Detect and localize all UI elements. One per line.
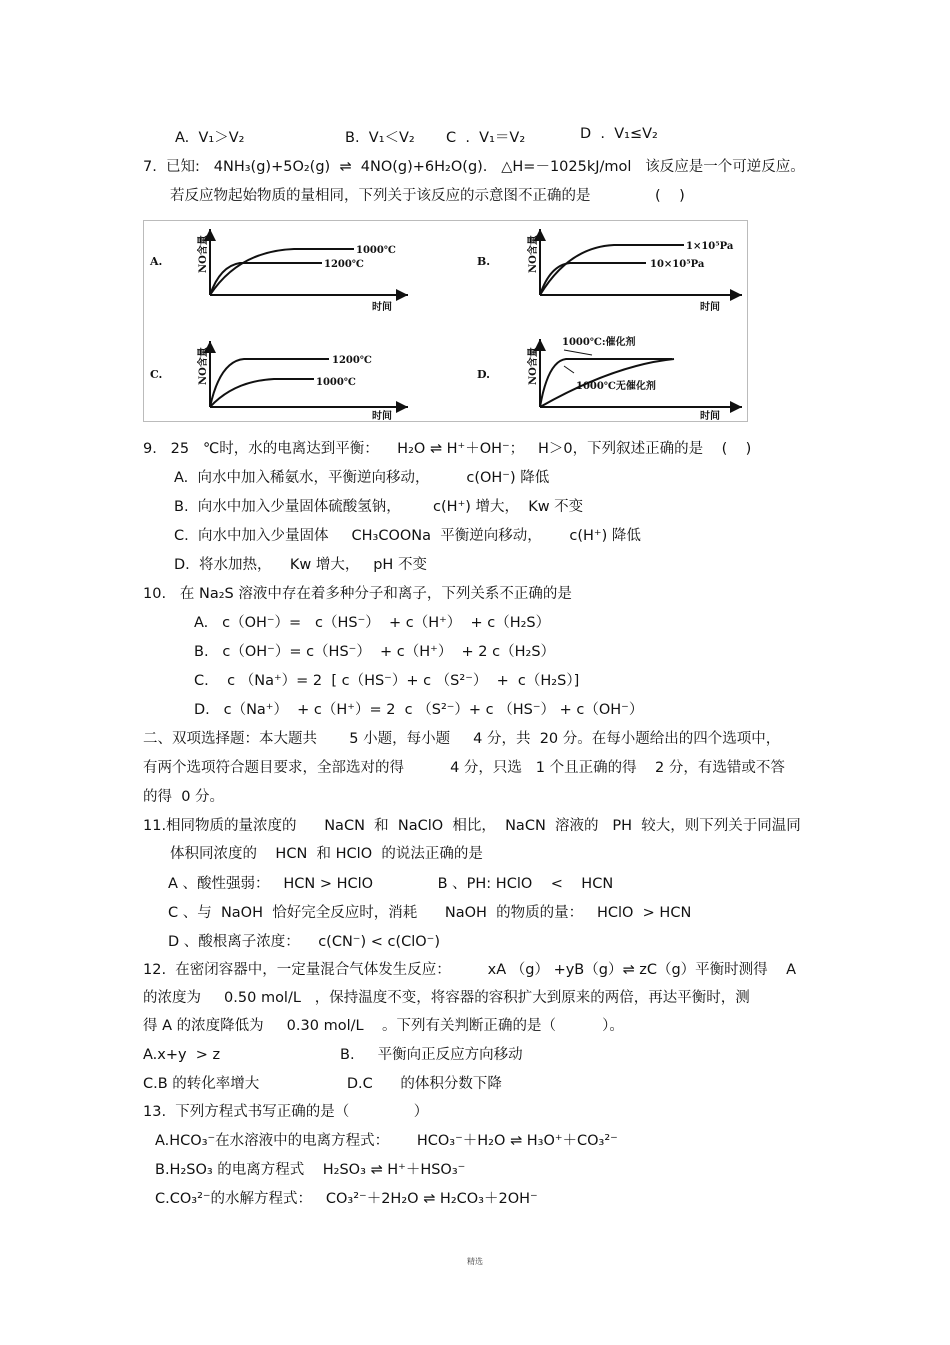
graph-d-label-nocatalyst: 1000℃无催化剂 bbox=[576, 381, 656, 392]
q6-option-d: D . V₁≤V₂ bbox=[580, 126, 658, 142]
graph-b-xlabel: 时间 bbox=[700, 302, 720, 313]
graph-a-curve-top bbox=[210, 249, 354, 295]
q6-option-c: C . V₁＝V₂ bbox=[446, 130, 526, 146]
graph-d-pointer-catalyst bbox=[564, 350, 592, 355]
q10-option-b: B. c（OH⁻）= c（HS⁻） + c（H⁺） + 2 c（H₂S） bbox=[194, 644, 556, 660]
graph-a-label-top: 1000℃ bbox=[356, 245, 396, 256]
q9-stem: 9. 25 ℃时，水的电离达到平衡： H₂O ⇌ H⁺＋OH⁻； H＞0，下列叙述正确的是 ( ) bbox=[143, 441, 752, 457]
graph-d-xlabel: 时间 bbox=[700, 411, 720, 421]
graph-c-curve-top bbox=[210, 359, 329, 407]
graph-a-ylabel: NO含量 bbox=[198, 235, 209, 273]
q7-question: 若反应物起始物质的量相同，下列关于该反应的示意图不正确的是 ( ) bbox=[170, 188, 685, 204]
q9-option-d: D. 将水加热， Kw 增大， pH 不变 bbox=[174, 557, 427, 573]
q11-stem-2: 体积同浓度的 HCN 和 HClO 的说法正确的是 bbox=[170, 846, 483, 862]
q11-option-c: C 、与 NaOH 恰好完全反应时，消耗 NaOH 的物质的量： HClO > HCN bbox=[168, 905, 692, 921]
page-footer: 精选 bbox=[467, 1257, 483, 1266]
graph-c-label-top: 1200℃ bbox=[332, 355, 372, 366]
q11-stem-1: 11.相同物质的量浓度的 NaCN 和 NaClO 相比， NaCN 溶液的 PH 较大，则下列关于同温同 bbox=[143, 818, 801, 834]
q10-stem: 10. 在 Na₂S 溶液中存在着多种分子和离子，下列关系不正确的是 bbox=[143, 586, 572, 602]
graph-a-xlabel: 时间 bbox=[372, 302, 392, 313]
graph-b-label: B. bbox=[477, 255, 491, 268]
q12-line3: 得 A 的浓度降低为 0.30 mol/L 。下列有关判断正确的是（ ）。 bbox=[143, 1018, 624, 1034]
graphs-svg bbox=[144, 221, 747, 421]
graph-d-ylabel: NO含量 bbox=[528, 347, 539, 385]
graph-a-curve-bottom bbox=[210, 263, 322, 295]
q11-option-d: D 、酸根离子浓度： c(CN⁻) < c(ClO⁻) bbox=[168, 934, 440, 950]
graph-d-label: D. bbox=[477, 368, 490, 381]
q12-line2: 的浓度为 0.50 mol/L ，保持温度不变，将容器的容积扩大到原来的两倍，再达平衡时，测 bbox=[143, 990, 750, 1006]
q6-option-a: A. V₁＞V₂ bbox=[175, 130, 245, 146]
q9-option-c: C. 向水中加入少量固体 CH₃COONa 平衡逆向移动， c(H⁺) 降低 bbox=[174, 528, 641, 544]
q13-option-a: A.HCO₃⁻在水溶液中的电离方程式： HCO₃⁻＋H₂O ⇌ H₃O⁺＋CO₃²⁻ bbox=[155, 1133, 618, 1149]
q12-line1: 12. 在密闭容器中，一定量混合气体发生反应： xA （g） +yB（g）⇌ zC（g）平衡时测得 A bbox=[143, 962, 797, 978]
q12-options-cd: C.B 的转化率增大 D.C 的体积分数下降 bbox=[143, 1076, 502, 1092]
graph-a-label-bottom: 1200℃ bbox=[324, 259, 364, 270]
graph-b-ylabel: NO含量 bbox=[528, 235, 539, 273]
q13-stem: 13. 下列方程式书写正确的是（ ） bbox=[143, 1104, 429, 1120]
q7-stem: 7. 已知: 4NH₃(g)+5O₂(g) ⇌ 4NO(g)+6H₂O(g). △H=－1025kJ/mol 该反应是一个可逆反应。 bbox=[143, 159, 805, 175]
section2-line3: 的得 0 分。 bbox=[143, 789, 225, 805]
q9-option-a: A. 向水中加入稀氨水，平衡逆向移动， c(OH⁻) 降低 bbox=[174, 470, 550, 486]
q6-option-b: B. V₁＜V₂ bbox=[345, 130, 415, 146]
graph-b-curve-bottom bbox=[540, 263, 646, 295]
graph-a-label: A. bbox=[150, 255, 163, 268]
q12-options-ab: A.x+y > z B. 平衡向正反应方向移动 bbox=[143, 1047, 523, 1063]
section2-line2: 有两个选项符合题目要求，全部选对的得 4 分，只选 1 个且正确的得 2 分，有选错或不答 bbox=[143, 760, 785, 776]
graph-c-label: C. bbox=[150, 368, 163, 381]
graph-c-curve-bottom bbox=[210, 379, 314, 407]
graph-c-xlabel: 时间 bbox=[372, 411, 392, 421]
section2-line1: 二、双项选择题：本大题共 5 小题，每小题 4 分，共 20 分。在每小题给出的四个选项中， bbox=[143, 731, 781, 747]
graph-c-ylabel: NO含量 bbox=[198, 347, 209, 385]
q13-option-b: B.H₂SO₃ 的电离方程式 H₂SO₃ ⇌ H⁺＋HSO₃⁻ bbox=[155, 1162, 466, 1178]
q10-option-c: C. c （Na⁺）= 2 [ c（HS⁻）+ c （S²⁻） + c（H₂S）] bbox=[194, 673, 580, 689]
graph-d-pointer-nocatalyst bbox=[564, 366, 574, 373]
graph-b-label-top: 1×10⁵Pa bbox=[686, 241, 734, 252]
q10-option-d: D. c（Na⁺） + c（H⁺）= 2 c （S²⁻）+ c （HS⁻） + c（OH⁻） bbox=[194, 702, 644, 718]
q10-option-a: A. c（OH⁻）= c（HS⁻） + c（H⁺） + c（H₂S） bbox=[194, 615, 551, 631]
q13-option-c: C.CO₃²⁻的水解方程式： CO₃²⁻＋2H₂O ⇌ H₂CO₃＋2OH⁻ bbox=[155, 1191, 538, 1207]
q7-graphs bbox=[143, 220, 748, 422]
graph-b-label-bottom: 10×10⁵Pa bbox=[650, 259, 705, 270]
graph-d-label-catalyst: 1000℃:催化剂 bbox=[562, 337, 636, 348]
graph-b-curve-top bbox=[540, 245, 684, 295]
q9-option-b: B. 向水中加入少量固体硫酸氢钠， c(H⁺) 增大， Kw 不变 bbox=[174, 499, 584, 515]
q11-options-ab: A 、酸性强弱： HCN > HClO B 、PH: HClO < HCN bbox=[168, 876, 614, 892]
graph-c-label-bottom: 1000℃ bbox=[316, 377, 356, 388]
